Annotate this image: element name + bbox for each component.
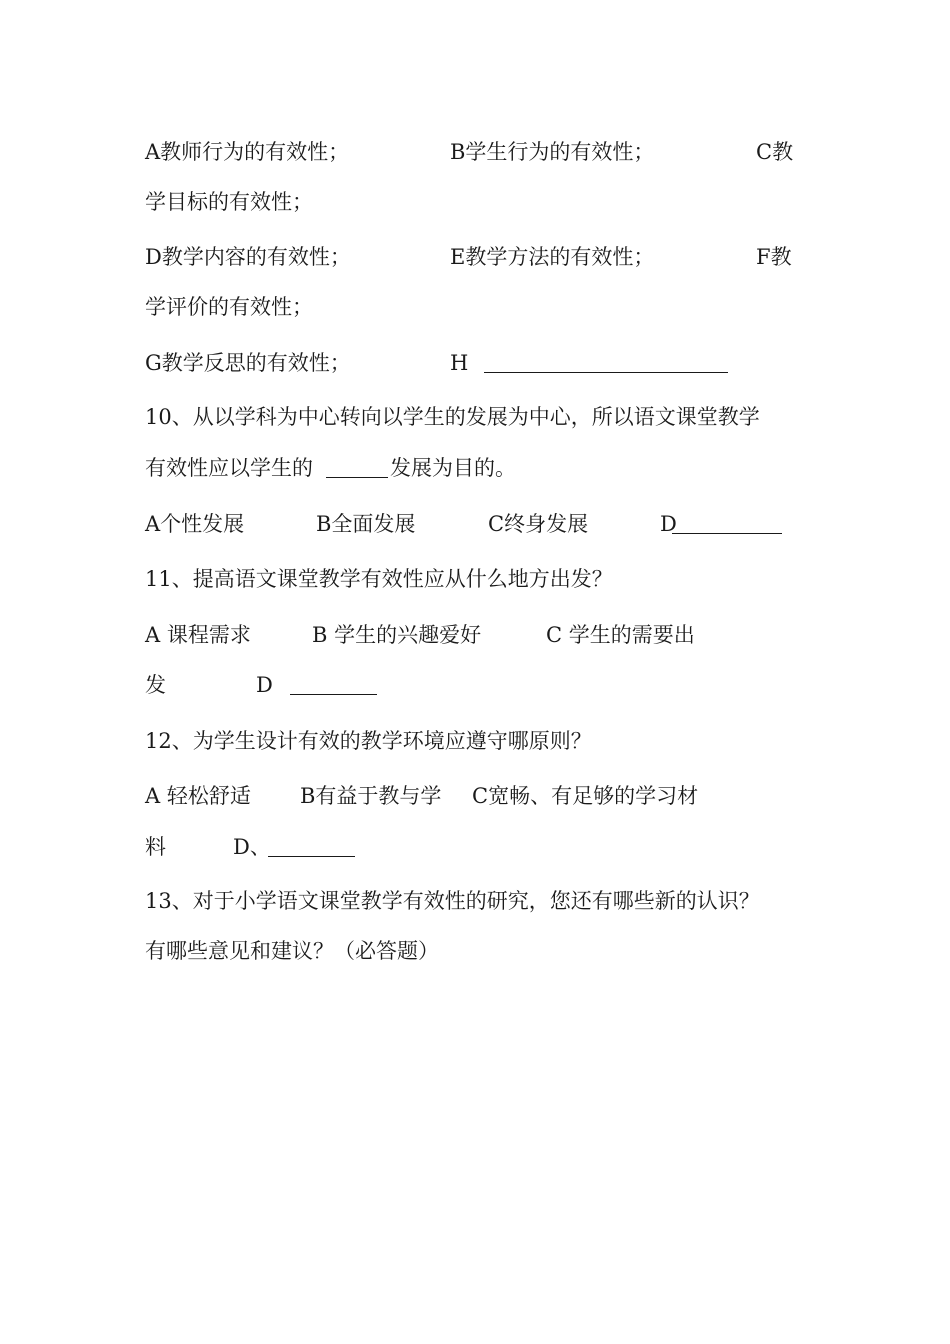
q9-option-h: H: [450, 351, 469, 375]
q12-question-line1: 12、为学生设计有效的教学环境应遵守哪原则？: [145, 729, 592, 753]
q11-option-d: D: [256, 673, 273, 697]
q11-option-c-head: C 学生的需要出: [546, 623, 695, 647]
q11-option-d-blank[interactable]: [290, 674, 377, 695]
q13-question-line1: 13、对于小学语文课堂教学有效性的研究，您还有哪些新的认识？: [145, 889, 760, 913]
q9-option-b: B学生行为的有效性；: [450, 140, 655, 164]
q10-question-line1: 10、从以学科为中心转向以学生的发展为中心，所以语文课堂教学: [145, 405, 760, 429]
q9-option-e: E教学方法的有效性；: [450, 245, 655, 269]
q11-option-c-tail: 发: [145, 673, 166, 697]
q12-option-c-head: C宽畅、有足够的学习材: [472, 784, 699, 808]
q10-option-a: A个性发展: [145, 512, 245, 536]
q10-option-c: C终身发展: [488, 512, 589, 536]
q10-option-d: D: [660, 512, 677, 536]
q9-option-f-head: F教: [756, 245, 792, 269]
q11-option-a: A 课程需求: [145, 623, 251, 647]
q12-option-d-blank[interactable]: [268, 836, 355, 857]
q13-question-line2: 有哪些意见和建议？（必答题）: [145, 939, 439, 963]
q9-option-h-blank[interactable]: [484, 352, 728, 373]
q10-question-line2-post: 发展为目的。: [390, 456, 516, 480]
q10-answer-blank[interactable]: [326, 457, 388, 478]
q10-option-b: B全面发展: [316, 512, 416, 536]
q9-option-c-head: C教: [756, 140, 794, 164]
q12-option-a: A 轻松舒适: [145, 784, 251, 808]
q11-option-b: B 学生的兴趣爱好: [312, 623, 482, 647]
q9-option-f-tail: 学评价的有效性；: [145, 295, 313, 319]
q9-option-d: D教学内容的有效性；: [145, 245, 351, 269]
q12-option-b: B有益于教与学: [300, 784, 442, 808]
q9-option-g: G教学反思的有效性；: [145, 351, 351, 375]
q12-option-d: D、: [233, 835, 271, 859]
q9-option-a: A教师行为的有效性；: [145, 140, 350, 164]
q12-option-c-tail: 料: [145, 835, 166, 859]
q10-option-d-blank[interactable]: [672, 513, 782, 534]
q10-question-line2-pre: 有效性应以学生的: [145, 456, 313, 480]
q11-question-line1: 11、提高语文课堂教学有效性应从什么地方出发？: [145, 567, 613, 591]
q9-option-c-tail: 学目标的有效性；: [145, 190, 313, 214]
